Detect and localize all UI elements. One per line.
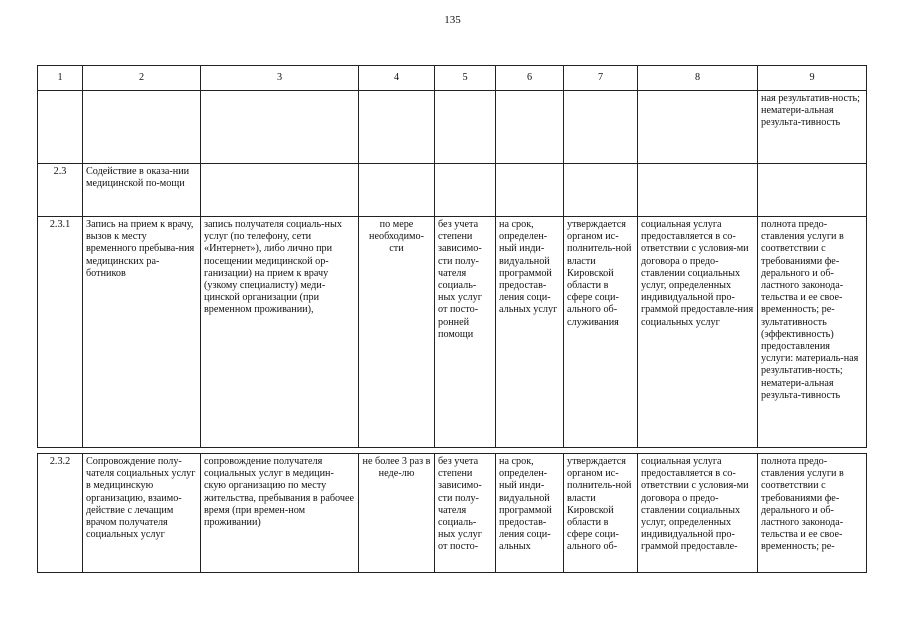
service-term: на срок, определен-ный инди-видуальной программой предостав-ления соци-альных услуг	[496, 217, 564, 448]
service-frequency: не более 3 раз в неде-лю	[359, 454, 435, 573]
service-description: сопровождение получателя социальных услуг в медицин-скую организацию по месту жительства, пребывания в рабочее время (при времен-ном проживании)	[201, 454, 359, 573]
service-description	[201, 91, 359, 164]
service-name: Содействие в оказа-нии медицинской по-мощи	[83, 164, 201, 217]
row-number: 2.3.2	[38, 454, 83, 573]
column-number-4: 4	[359, 66, 435, 91]
row-number: 2.3	[38, 164, 83, 217]
row-number	[38, 91, 83, 164]
quality-indicators: полнота предо-ставления услуги в соответствии с требованиями фе-дерального и об-ластного законода-тельства и ее свое-временность; ре-	[758, 454, 867, 573]
column-number-1: 1	[38, 66, 83, 91]
tariff-approval: утверждается органом ис-полнитель-ной власти Кировской области в сфере соци-ального об-	[564, 454, 638, 573]
tariff-approval: утверждается органом ис-полнитель-ной власти Кировской области в сфере соци-ального об-служивания	[564, 217, 638, 448]
service-description	[201, 164, 359, 217]
quality-indicators: ная результатив-ность; нематери-альная результа-тивность	[758, 91, 867, 164]
column-number-2: 2	[83, 66, 201, 91]
service-frequency	[359, 91, 435, 164]
services-table	[37, 65, 867, 573]
service-name: Запись на прием к врачу, вызов к месту временного пребыва-ния медицинских ра-ботников	[83, 217, 201, 448]
column-number-6: 6	[496, 66, 564, 91]
dependency-condition	[435, 91, 496, 164]
service-frequency	[359, 164, 435, 217]
page-number: 135	[444, 14, 461, 26]
quality-indicators	[758, 164, 867, 217]
service-term	[496, 164, 564, 217]
dependency-condition: без учета степени зависимо-сти полу-чателя социаль-ных услуг от посто-	[435, 454, 496, 573]
service-conditions: социальная услуга предоставляется в со-ответствии с условия-ми договора о предо-ставлении социальных услуг, определенных индивидуальной про-граммой предоставле-	[638, 454, 758, 573]
quality-indicators: полнота предо-ставления услуги в соответствии с требованиями фе-дерального и об-ластного законода-тельства и ее свое-временность; ре-зультативность (эффективность) предоставления услуги: материаль-ная результатив-ность; нематери-альная результа-тивность	[758, 217, 867, 448]
table-row	[38, 454, 867, 573]
service-conditions	[638, 91, 758, 164]
table-row	[38, 164, 867, 217]
column-number-5: 5	[435, 66, 496, 91]
table-header-row	[38, 66, 867, 91]
dependency-condition: без учета степени зависимо-сти полу-чателя социаль-ных услуг от посто-ронней помощи	[435, 217, 496, 448]
service-term: на срок, определен-ный инди-видуальной программой предостав-ления соци-альных	[496, 454, 564, 573]
table-row	[38, 217, 867, 448]
column-number-8: 8	[638, 66, 758, 91]
column-number-7: 7	[564, 66, 638, 91]
service-term	[496, 91, 564, 164]
dependency-condition	[435, 164, 496, 217]
service-name	[83, 91, 201, 164]
service-conditions: социальная услуга предоставляется в со-ответствии с условия-ми договора о предо-ставлении социальных услуг, определенных индивидуальной про-граммой предоставле-ния социальных услуг	[638, 217, 758, 448]
column-number-3: 3	[201, 66, 359, 91]
tariff-approval	[564, 91, 638, 164]
table-row	[38, 91, 867, 164]
service-frequency: по мере необходимо-сти	[359, 217, 435, 448]
service-name: Сопровождение полу-чателя социальных услуг в медицинскую организацию, взаимо-действие с лечащим врачом получателя социальных услуг	[83, 454, 201, 573]
service-description: запись получателя социаль-ных услуг (по телефону, сети «Интернет»), либо лично при посещении медицинской ор-ганизации) на прием к врачу (узкому специалисту) меди-цинской организации (при временном проживании),	[201, 217, 359, 448]
row-number: 2.3.1	[38, 217, 83, 448]
service-conditions	[638, 164, 758, 217]
column-number-9: 9	[758, 66, 867, 91]
tariff-approval	[564, 164, 638, 217]
